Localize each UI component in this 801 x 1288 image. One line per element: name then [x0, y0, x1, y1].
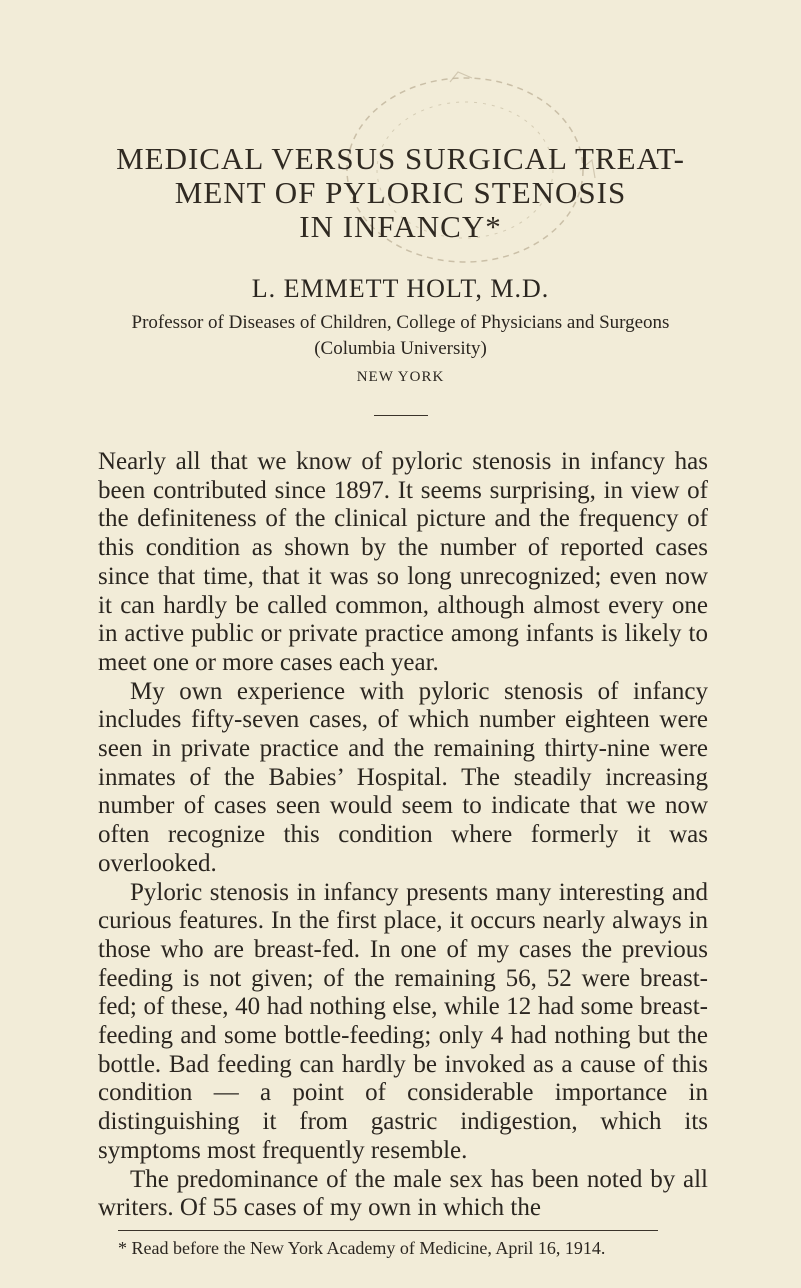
paragraph: My own experience with pyloric stenosis of infancy includes fifty-seven cases, of which number eighteen were seen in private practice and the remaining thirty-nine were inmates of the Babies’ Hospital. The steadily increasing number of cases seen would seem to indicate that we now often recognize this condition where formerly it was overlooked. [98, 677, 708, 877]
footnote-divider [118, 1230, 658, 1231]
paragraph: Pyloric stenosis in infancy presents many interesting and curious features. In the first place, it occurs nearly always in those who are breast-fed. In one of my cases the previous feeding is not given; of the remaining 56, 52 were breast-fed; of these, 40 had nothing else, while 12 had some breast-feeding and some bottle-feeding; only 4 had nothing but the bottle. Bad feeding can hardly be invoked as a cause of this condition — a point of considerable importance in distinguishing it from gastric indigestion, which its symptoms most frequently resemble. [98, 878, 708, 1164]
article-title-line-2: MENT OF PYLORIC STENOSIS [174, 175, 627, 210]
article-title-line-1: MEDICAL VERSUS SURGICAL TREAT- [116, 141, 685, 176]
author-affiliation: Professor of Diseases of Children, College of Physicians and Surgeons [131, 312, 670, 333]
author-institution: (Columbia University) [314, 338, 487, 359]
author-name: L. EMMETT HOLT, M.D. [251, 274, 550, 303]
author-city: NEW YORK [356, 369, 445, 385]
article-title-line-3: IN INFANCY* [299, 209, 502, 244]
article-body [98, 448, 708, 1223]
paragraph: The predominance of the male sex has been noted by all writers. Of 55 cases of my own in which the [98, 1165, 708, 1222]
footnote: * Read before the New York Academy of Medicine, April 16, 1914. [118, 1238, 606, 1258]
title-divider [374, 415, 428, 416]
paragraph: Nearly all that we know of pyloric stenosis in infancy has been contributed since 1897. It seems surprising, in view of the definiteness of the clinical picture and the frequency of this condition as shown by the number of reported cases since that time, that it was so long unrecognized; even now it can hardly be called common, although almost every one in active public or private practice among infants is likely to meet one or more cases each year. [98, 448, 708, 676]
